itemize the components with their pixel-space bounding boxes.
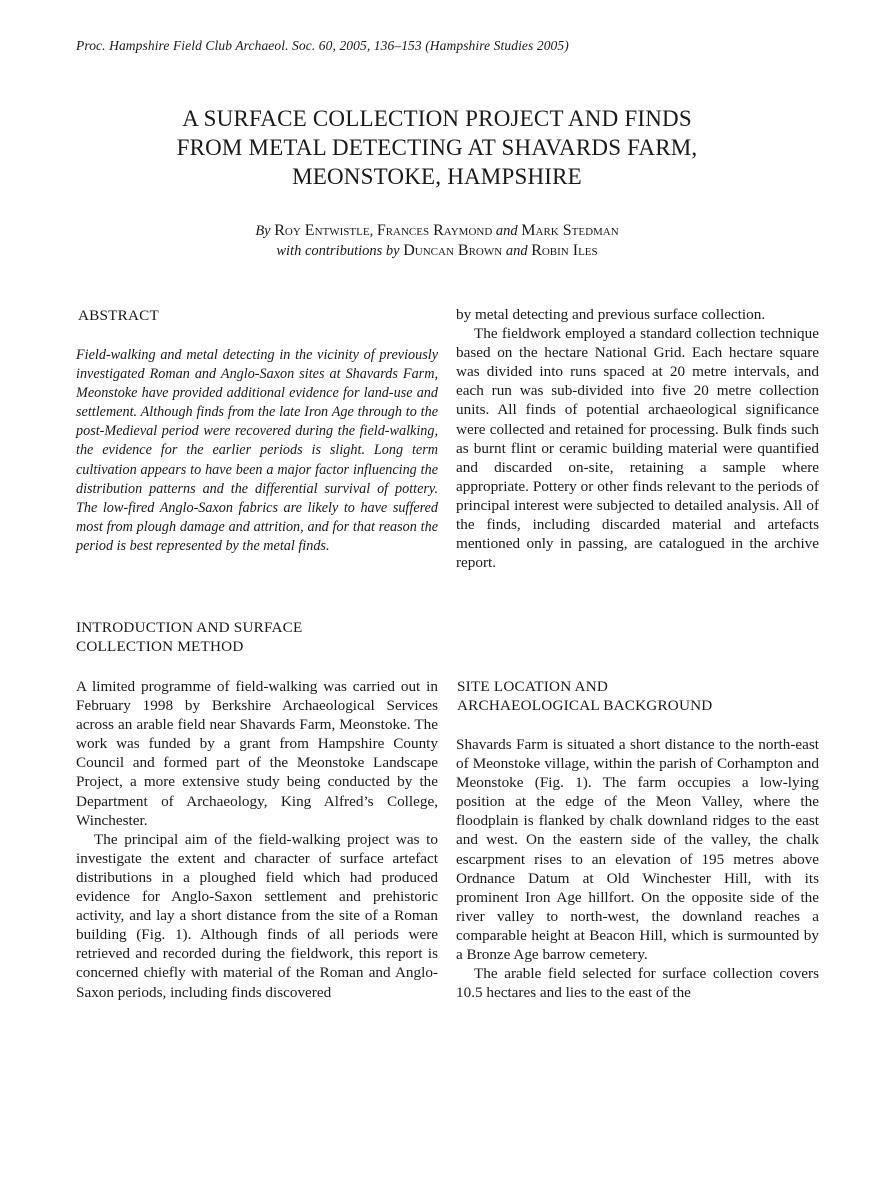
paragraph: by metal detecting and previous surface collection. (456, 306, 766, 323)
article-title (60, 104, 814, 191)
title-line-1: A SURFACE COLLECTION PROJECT AND FINDS (182, 106, 692, 131)
with-contributions-text: with contributions by (276, 243, 400, 259)
journal-header: Proc. Hampshire Field Club Archaeol. Soc. 60, 2005, 136–153 (Hampshire Studies 2005) (76, 38, 569, 53)
title-line-2: FROM METAL DETECTING AT SHAVARDS FARM, (176, 135, 698, 160)
paragraph: The arable field selected for surface collection covers 10.5 hectares and lies to the east of the (456, 965, 819, 1002)
site-heading (457, 677, 712, 715)
intro-heading-line-2: COLLECTION METHOD (76, 638, 244, 656)
intro-body (76, 677, 438, 1002)
and-word: and (505, 243, 528, 259)
site-heading-line-1: SITE LOCATION AND (457, 678, 609, 695)
author-name: Frances Raymond (376, 222, 493, 239)
paragraph: The fieldwork employed a standard collection technique based on the hectare National Grid. Each hectare square was divided into runs spaced at 20 metre intervals, and each run was sub-divided into five 20 metre collection units. All finds of potential archaeological significance were collected and retained for processing. Bulk finds such as burnt flint or ceramic building material were quantified and discarded on-site, retaining a sample where appropriate. Pottery or other finds relevant to the periods of principal interest were subjected to detailed analysis. All of the finds, including discarded material and artefacts mentioned only in passing, are catalogued in the archive report. (456, 325, 819, 572)
abstract-text: Field-walking and metal detecting in the vicinity of previously investigated Roman and Anglo-Saxon sites at Shavards Farm, Meonstoke have provided additional evidence for land-use and settlement. Although finds from the late Iron Age through to the post-Medieval period were recovered during the field-walking, the evidence for the earlier periods is slight. Long term cultivation appears to have been a major factor influencing the distribution patterns and the differential survival of pottery. The low-fired Anglo-Saxon fabrics are likely to have suffered most from plough damage and attrition, and for that reason the period is best represented by the metal finds. (76, 347, 438, 554)
author-name: Roy Entwistle (274, 222, 370, 239)
paragraph: A limited programme of field-walking was carried out in February 1998 by Berkshire Archaeological Services across an arable field near Shavards Farm, Meonstoke. The work was funded by a grant from Hampshire County Council and formed part of the Meonstoke Landscape Project, a more extensive study being conducted by the Department of Archaeology, King Alfred’s College, Winchester. (76, 678, 438, 829)
authors-line: By Roy Entwistle, Frances Raymond and Mark Stedman (255, 222, 619, 239)
right-column-body (456, 305, 819, 572)
byline (60, 221, 814, 261)
site-heading-line-2: ARCHAEOLOGICAL BACKGROUND (457, 697, 713, 715)
abstract-heading: ABSTRACT (78, 307, 159, 324)
contributors-line (60, 241, 814, 261)
by-word: By (255, 223, 271, 239)
and-word: and (495, 223, 518, 239)
author-name: Mark Stedman (521, 222, 619, 239)
title-line-3: MEONSTOKE, HAMPSHIRE (292, 164, 582, 189)
site-body (456, 735, 819, 1002)
paragraph: Shavards Farm is situated a short distance to the north-east of Meonstoke village, within the parish of Corhampton and Meonstoke (Fig. 1). The farm occupies a low-lying position at the edge of the Meon Valley, where the floodplain is flanked by chalk downland ridges to the east and west. On the eastern side of the valley, the chalk escarpment rises to an elevation of 195 metres above Ordnance Datum at Old Winchester Hill, with its prominent Iron Age hillfort. On the opposite side of the river valley to north-west, the downland reaches a comparable height at Beacon Hill, which is surmounted by a Bronze Age barrow cemetery. (456, 736, 819, 964)
intro-heading-line-1: INTRODUCTION AND SURFACE (76, 619, 303, 636)
contributor-name: Robin Iles (531, 242, 598, 259)
paragraph: The principal aim of the field-walking project was to investigate the extent and character of surface artefact distributions in a ploughed field which had produced evidence for Anglo-Saxon settlement and prehistoric activity, and lay a short distance from the site of a Roman building (Fig. 1). Although finds of all periods were retrieved and recorded during the fieldwork, this report is concerned chiefly with material of the Roman and Anglo-Saxon periods, including finds discovered (76, 830, 438, 1001)
intro-heading (76, 618, 302, 656)
contributor-name: Duncan Brown (403, 242, 503, 259)
